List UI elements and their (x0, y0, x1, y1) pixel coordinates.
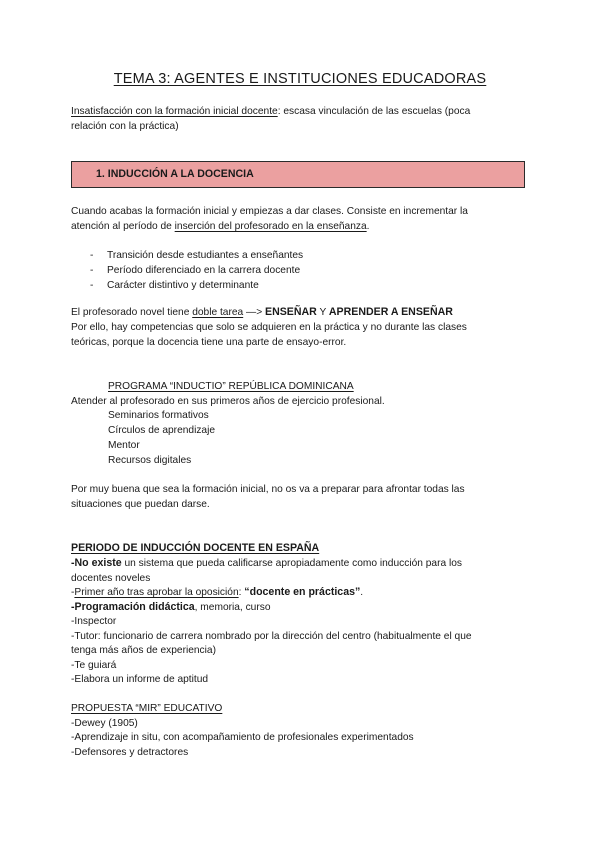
espana-line-4: -Programación didáctica, memoria, curso (71, 601, 271, 613)
section-heading: 1. INDUCCIÓN A LA DOCENCIA (96, 168, 254, 180)
espana-line-9: -Elabora un informe de aptitud (71, 674, 209, 685)
programa-item: Seminarios formativos (108, 410, 209, 421)
page-title: TEMA 3: AGENTES E INSTITUCIONES EDUCADORAS (113, 71, 487, 87)
programa-line: Atender al profesorado en sus primeros años de ejercicio profesional. (71, 396, 385, 407)
paragraph-competencias-1: Por ello, hay competencias que solo se adquieren en la práctica y no durante las clases (71, 322, 467, 333)
espana-line-7: tenga más años de experiencia) (71, 645, 216, 656)
mir-line-2: -Aprendizaje in situ, con acompañamiento de profesionales experimentados (71, 732, 414, 743)
programa-item: Recursos digitales (108, 455, 192, 466)
espana-line-6: -Tutor: funcionario de carrera nombrado por la dirección del centro (habitualmente el que (71, 631, 472, 642)
intro-line-1: Insatisfacción con la formación inicial docente: escasa vinculación de las escuelas (poca (71, 106, 471, 117)
mir-line-1: -Dewey (1905) (71, 718, 138, 729)
bullet-item: Carácter distintivo y determinante (107, 280, 259, 291)
programa-note-1: Por muy buena que sea la formación inicial, no os va a preparar para afrontar todas las (71, 484, 465, 495)
espana-heading: PERIODO DE INDUCCIÓN DOCENTE EN ESPAÑA (71, 542, 320, 554)
espana-line-8: -Te guiará (71, 660, 117, 671)
espana-line-3: -Primer año tras aprobar la oposición: “docente en prácticas”. (71, 586, 364, 598)
bullet-item: Transición desde estudiantes a enseñantes (107, 250, 304, 261)
paragraph-induccion-1: Cuando acabas la formación inicial y empiezas a dar clases. Consiste en incrementar la (71, 206, 468, 217)
bullet-marker: - (90, 265, 94, 276)
programa-item: Mentor (108, 440, 140, 451)
novel-line: El profesorado novel tiene doble tarea —> ENSEÑAR Y APRENDER A ENSEÑAR (71, 306, 453, 318)
espana-line-2: docentes noveles (71, 573, 151, 584)
section-heading-box (71, 161, 525, 188)
programa-item: Círculos de aprendizaje (108, 425, 216, 436)
mir-heading: PROPUESTA “MIR” EDUCATIVO (71, 703, 223, 714)
programa-note-2: situaciones que puedan darse. (71, 499, 210, 510)
bullet-marker: - (90, 280, 94, 291)
bullet-item: Período diferenciado en la carrera docente (107, 265, 301, 276)
mir-line-3: -Defensores y detractores (71, 747, 189, 758)
paragraph-competencias-2: teóricas, porque la docencia tiene una parte de ensayo-error. (71, 337, 347, 348)
espana-line-5: -Inspector (71, 616, 117, 627)
bullet-marker: - (90, 250, 94, 261)
programa-heading: PROGRAMA “INDUCTIO” REPÚBLICA DOMINICANA (108, 381, 354, 392)
paragraph-induccion-2: atención al período de inserción del profesorado en la enseñanza. (71, 221, 370, 232)
intro-line-2: relación con la práctica) (71, 121, 179, 132)
espana-line-1: -No existe un sistema que pueda calificarse apropiadamente como inducción para los (71, 557, 462, 569)
